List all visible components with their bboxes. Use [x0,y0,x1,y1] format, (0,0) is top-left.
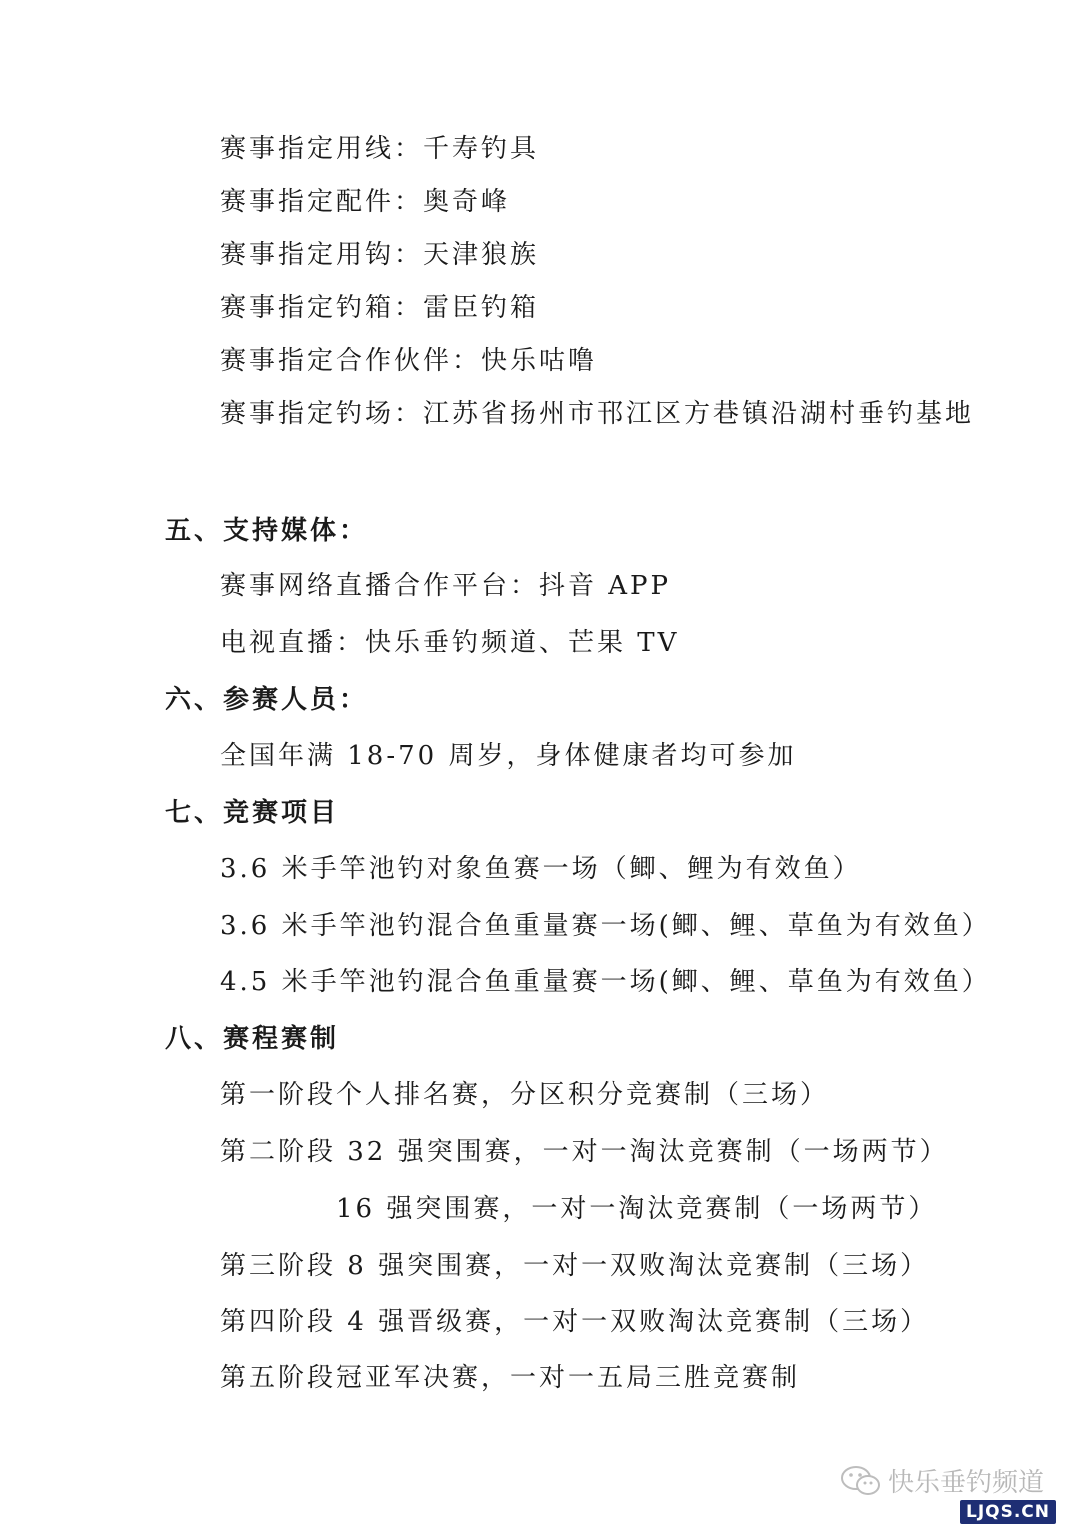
wechat-icon [840,1464,882,1498]
section-line: 第三阶段 8 强突围赛，一对一双败淘汰竞赛制（三场） [220,1251,930,1281]
sponsor-line: 赛事指定钓场：江苏省扬州市邗江区方巷镇沿湖村垂钓基地 [220,399,975,429]
section-heading: 七、竞赛项目 [165,798,340,828]
sponsor-line: 赛事指定钓箱：雷臣钓箱 [220,293,540,323]
section-line: 16 强突围赛，一对一淘汰竞赛制（一场两节） [336,1194,938,1224]
section-line: 3.6 米手竿池钓混合鱼重量赛一场(鲫、鲤、草鱼为有效鱼） [220,911,991,941]
sponsor-line: 赛事指定用钩：天津狼族 [220,240,540,270]
section-line: 第五阶段冠亚军决赛，一对一五局三胜竞赛制 [220,1363,801,1393]
section-line: 第四阶段 4 强晋级赛，一对一双败淘汰竞赛制（三场） [220,1307,930,1337]
section-line: 全国年满 18-70 周岁，身体健康者均可参加 [220,741,797,771]
sponsor-line: 赛事指定配件：奥奇峰 [220,187,511,217]
section-line: 第二阶段 32 强突围赛，一对一淘汰竞赛制（一场两节） [220,1137,949,1167]
site-badge: LJQS.CN [960,1500,1056,1524]
channel-watermark [840,1462,1044,1499]
channel-name: 快乐垂钓频道 [888,1468,1045,1498]
sponsor-line: 赛事指定用线：千寿钓具 [220,134,540,164]
section-line: 赛事网络直播合作平台：抖音 APP [220,571,672,601]
section-line: 第一阶段个人排名赛，分区积分竞赛制（三场） [220,1080,830,1110]
section-heading: 八、赛程赛制 [165,1024,340,1054]
section-heading: 六、参赛人员： [165,685,369,715]
section-line: 电视直播：快乐垂钓频道、芒果 TV [220,628,680,658]
sponsor-line: 赛事指定合作伙伴：快乐咕噜 [220,346,598,376]
section-line: 4.5 米手竿池钓混合鱼重量赛一场(鲫、鲤、草鱼为有效鱼） [220,967,991,997]
section-heading: 五、支持媒体： [165,516,369,546]
section-line: 3.6 米手竿池钓对象鱼赛一场（鲫、鲤为有效鱼） [220,854,862,884]
